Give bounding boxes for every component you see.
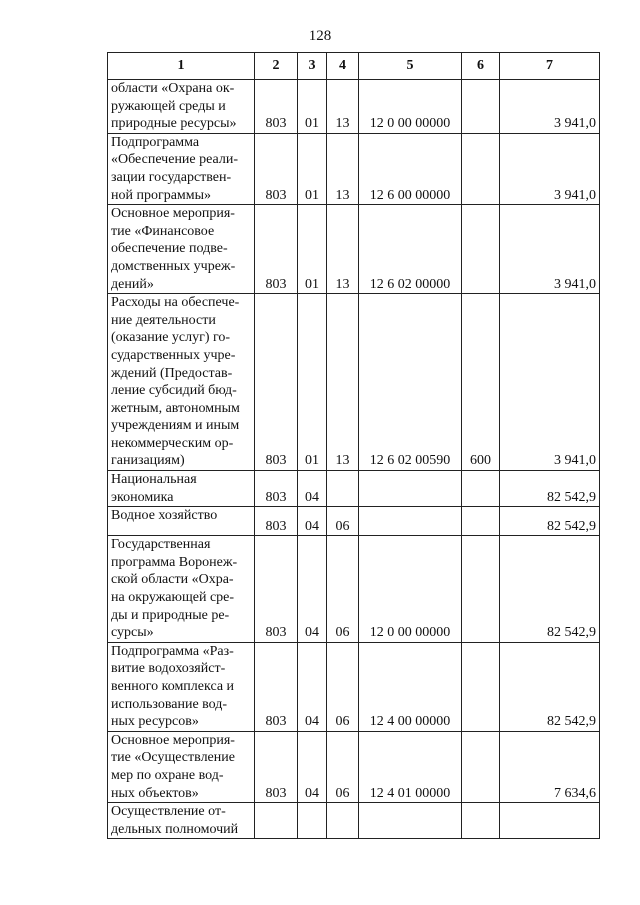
ministry-code: 803	[255, 294, 298, 471]
table-row	[108, 536, 600, 643]
ministry-code: 803	[255, 205, 298, 294]
table-row	[108, 294, 600, 471]
amount: 82 542,9	[500, 536, 600, 643]
section-code: 04	[298, 507, 327, 536]
target-article-code: 12 6 02 00000	[359, 205, 462, 294]
amount: 7 634,6	[500, 731, 600, 802]
expense-type-code	[462, 205, 500, 294]
amount: 3 941,0	[500, 205, 600, 294]
target-article-code: 12 4 01 00000	[359, 731, 462, 802]
target-article-code: 12 6 00 00000	[359, 133, 462, 204]
amount: 3 941,0	[500, 133, 600, 204]
ministry-code	[255, 803, 298, 839]
subsection-code: 06	[327, 507, 359, 536]
target-article-code: 12 0 00 00000	[359, 536, 462, 643]
amount: 3 941,0	[500, 80, 600, 134]
ministry-code: 803	[255, 642, 298, 731]
expense-type-code	[462, 731, 500, 802]
target-article-code	[359, 507, 462, 536]
table-row	[108, 803, 600, 839]
expense-type-code	[462, 642, 500, 731]
item-name: Подпрограмма «Раз- витие водохозяйст- венного комплекса и использование вод- ных ресурсов»	[108, 642, 255, 731]
subsection-code: 13	[327, 205, 359, 294]
ministry-code: 803	[255, 133, 298, 204]
section-code: 01	[298, 294, 327, 471]
expense-type-code	[462, 536, 500, 643]
expense-type-code: 600	[462, 294, 500, 471]
section-code: 04	[298, 471, 327, 507]
amount: 82 542,9	[500, 642, 600, 731]
amount	[500, 803, 600, 839]
expense-type-code	[462, 471, 500, 507]
column-header-7: 7	[500, 53, 600, 80]
subsection-code: 13	[327, 133, 359, 204]
subsection-code: 06	[327, 536, 359, 643]
section-code	[298, 803, 327, 839]
item-name: Расходы на обеспече- ние деятельности (оказание услуг) го- сударственных учре- ждений (Предостав- ление субсидий бюд- жетным, автономным учреждениям и иным некоммерческим ор- ганизациям)	[108, 294, 255, 471]
table-row	[108, 205, 600, 294]
column-header-3: 3	[298, 53, 327, 80]
item-name: Водное хозяйство	[108, 507, 255, 536]
subsection-code	[327, 803, 359, 839]
item-name: Основное мероприя- тие «Финансовое обеспечение подве- домственных учреж- дений»	[108, 205, 255, 294]
ministry-code: 803	[255, 471, 298, 507]
ministry-code: 803	[255, 731, 298, 802]
section-code: 01	[298, 80, 327, 134]
table-row	[108, 642, 600, 731]
target-article-code: 12 4 00 00000	[359, 642, 462, 731]
table-row	[108, 731, 600, 802]
column-header-6: 6	[462, 53, 500, 80]
section-code: 04	[298, 642, 327, 731]
amount: 82 542,9	[500, 471, 600, 507]
column-header-5: 5	[359, 53, 462, 80]
item-name: Государственная программа Воронеж- ской области «Охра- на окружающей сре- ды и природные ре- сурсы»	[108, 536, 255, 643]
column-header-4: 4	[327, 53, 359, 80]
table-row	[108, 80, 600, 134]
table-row	[108, 133, 600, 204]
target-article-code: 12 0 00 00000	[359, 80, 462, 134]
table-row	[108, 471, 600, 507]
amount: 3 941,0	[500, 294, 600, 471]
target-article-code: 12 6 02 00590	[359, 294, 462, 471]
table-row	[108, 507, 600, 536]
budget-table	[107, 52, 600, 839]
page-number: 128	[308, 28, 332, 44]
section-code: 01	[298, 133, 327, 204]
target-article-code	[359, 803, 462, 839]
item-name: Основное мероприя- тие «Осуществление мер по охране вод- ных объектов»	[108, 731, 255, 802]
section-code: 04	[298, 536, 327, 643]
expense-type-code	[462, 507, 500, 536]
item-name: Подпрограмма «Обеспечение реали- зации государствен- ной программы»	[108, 133, 255, 204]
subsection-code: 06	[327, 731, 359, 802]
section-code: 01	[298, 205, 327, 294]
subsection-code	[327, 471, 359, 507]
expense-type-code	[462, 803, 500, 839]
target-article-code	[359, 471, 462, 507]
item-name: Национальная экономика	[108, 471, 255, 507]
amount: 82 542,9	[500, 507, 600, 536]
subsection-code: 13	[327, 80, 359, 134]
column-header-1: 1	[108, 53, 255, 80]
ministry-code: 803	[255, 536, 298, 643]
subsection-code: 06	[327, 642, 359, 731]
ministry-code: 803	[255, 507, 298, 536]
expense-type-code	[462, 133, 500, 204]
subsection-code: 13	[327, 294, 359, 471]
column-header-2: 2	[255, 53, 298, 80]
item-name: Осуществление от- дельных полномочий	[108, 803, 255, 839]
header-row	[108, 53, 600, 80]
ministry-code: 803	[255, 80, 298, 134]
expense-type-code	[462, 80, 500, 134]
item-name: области «Охрана ок- ружающей среды и природные ресурсы»	[108, 80, 255, 134]
section-code: 04	[298, 731, 327, 802]
